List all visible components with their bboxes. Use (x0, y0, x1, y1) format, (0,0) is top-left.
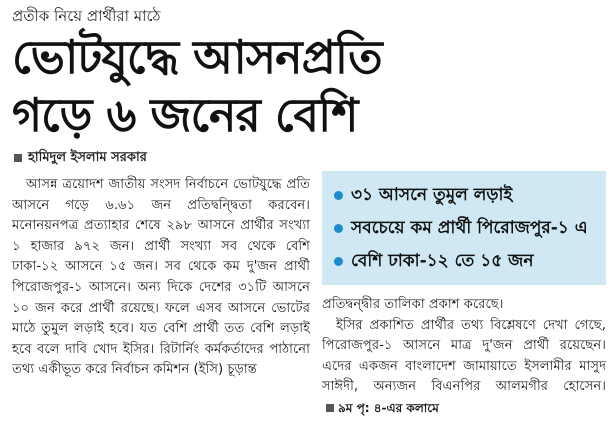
body-column-right (322, 295, 606, 420)
highlight-item (334, 179, 596, 212)
body-paragraph: প্রতিদ্বন্দ্বীর তালিকা প্রকাশ করেছে। (322, 297, 504, 312)
highlight-text: ৩১ আসনে তুমুল লড়াই (351, 185, 513, 205)
body-paragraph (322, 316, 606, 420)
bullet-dot-icon (334, 191, 343, 200)
highlight-item (334, 212, 596, 245)
body-column-left (12, 175, 310, 381)
highlight-text: বেশি ঢাকা-১২ তে ১৫ জন (351, 251, 534, 271)
body-paragraph-text: ইসির প্রকাশিত প্রার্থীর তথ্য বিশ্লেষণে দেখা গেছে, পিরোজপুর-১ আসনে মাত্র দু'জন প্রার্থী রয়েছেন। এদের একজন বাংলাদেশ জামায়াতে ইসলামীর মাসুদ সাঈদী, অন্যজন বিএনপির আলমগীর হোসেন। (322, 317, 606, 395)
continuation-text: ৯ম পৃ: ৪-এর কলামে (338, 400, 439, 415)
body-paragraph: আসন্ন ত্রয়োদশ জাতীয় সংসদ নির্বাচনে ভোটযুদ্ধে প্রতি আসনে গড়ে ৬.৬১ জন প্রতিদ্বন্দ্বিতা করবেন। মনোনয়নপত্র প্রত্যাহার শেষে ২৯৮ আসনে প্রার্থীর সংখ্যা ১ হাজার ৯৭২ জন। প্রার্থী সংখ্যা সব থেকে বেশি ঢাকা-১২ আসনে ১৫ জন। সব থেকে কম দু'জন প্রার্থী পিরোজপুর-১ আসনে। অন্য দিকে দেশের ৩১টি আসনে ১০ জন করে প্রার্থী রয়েছে। ফলে এসব আসনে ভোটের মাঠে তুমুল লড়াই হবে। যত বেশি প্রার্থী তত বেশি লড়াই হবে বলে দাবি খোদ ইসির। রিটার্নিং কর্মকর্তাদের পাঠানো তথ্য একীভূত করে নির্বাচন কমিশন (ইসি) চূড়ান্ত (12, 177, 310, 378)
kicker: প্রতীক নিয়ে প্রার্থীরা মাঠে (12, 7, 161, 25)
headline (12, 28, 600, 144)
headline-line-1: ভোটযুদ্ধে আসনপ্রতি (12, 30, 382, 84)
highlight-item (334, 245, 596, 278)
byline-square-icon (14, 154, 22, 162)
bullet-dot-icon (334, 257, 343, 266)
headline-line-2: গড়ে ৬ জনের বেশি (12, 88, 358, 142)
bullet-dot-icon (334, 224, 343, 233)
highlight-box (322, 171, 606, 285)
continuation-square-icon (326, 404, 334, 412)
byline-author: হামিদুল ইসলাম সরকার (28, 150, 147, 165)
article-body (10, 175, 606, 435)
byline (14, 148, 600, 169)
continuation-note (322, 401, 439, 415)
highlight-text: সবচেয়ে কম প্রার্থী পিরোজপুর-১ এ (351, 218, 588, 238)
